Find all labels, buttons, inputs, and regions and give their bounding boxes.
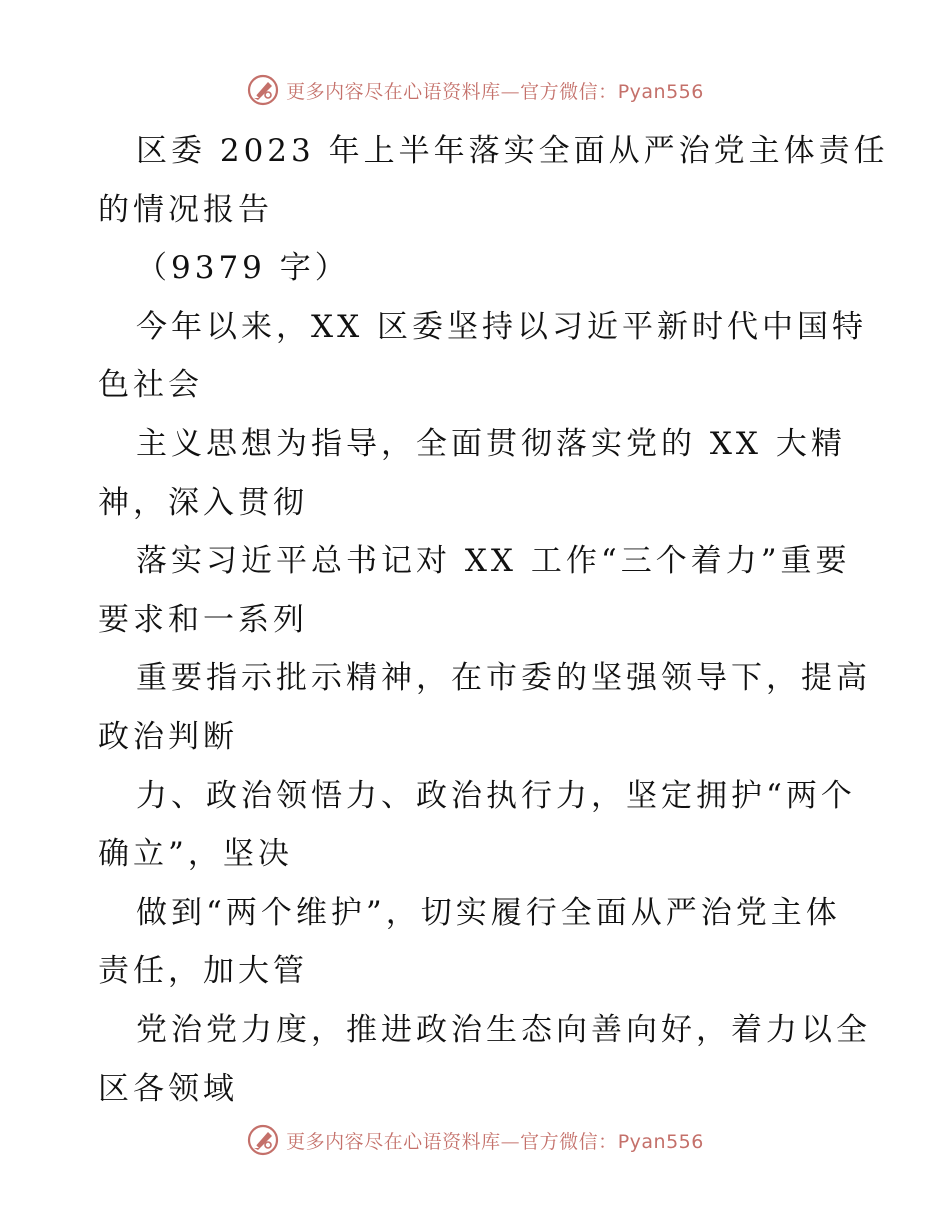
footer-watermark [0, 1120, 950, 1160]
text-line: 区委 2023 年上半年落实全面从严治党主体责任 [136, 133, 889, 169]
watermark-content [246, 73, 704, 107]
watermark-content [246, 1123, 704, 1157]
text-line: 确立”，坚决 [98, 836, 293, 873]
watermark-main-text: 更多内容尽在心语资料库 [286, 1130, 501, 1153]
document-body [98, 122, 889, 1118]
watermark-separator: — [500, 80, 521, 103]
text-line: 今年以来，XX 区委坚持以习近平新时代中国特 [136, 308, 867, 345]
text-line: 力、政治领悟力、政治执行力，坚定拥护“两个 [136, 777, 856, 814]
watermark-main-text: 更多内容尽在心语资料库 [286, 80, 501, 103]
text-line: 要求和一系列 [98, 601, 308, 638]
watermark-separator: — [500, 1130, 521, 1153]
text-line: 的情况报告 [98, 191, 273, 228]
text-line: 落实习近平总书记对 XX 工作“三个着力”重要 [136, 543, 851, 580]
watermark-text [286, 77, 704, 104]
text-line: 做到“两个维护”，切实履行全面从严治党主体 [136, 894, 841, 931]
watermark-official-label: 官方微信： [520, 1130, 618, 1153]
text-line: 区各领域 [98, 1070, 238, 1107]
watermark-wechat-id: Pyan556 [617, 80, 704, 103]
pen-logo-icon [246, 1123, 280, 1157]
header-watermark [0, 70, 950, 110]
text-line: 重要指示批示精神，在市委的坚强领导下，提高 [136, 660, 871, 697]
text-line: 党治党力度，推进政治生态向善向好，着力以全 [136, 1011, 871, 1048]
text-line: 神，深入贯彻 [98, 484, 308, 521]
text-line: （9379 字） [136, 250, 350, 287]
text-line: 色社会 [98, 367, 203, 404]
text-line: 责任，加大管 [98, 953, 308, 990]
text-line: 主义思想为指导，全面贯彻落实党的 XX 大精 [136, 425, 846, 462]
pen-logo-icon [246, 73, 280, 107]
watermark-wechat-id: Pyan556 [617, 1130, 704, 1153]
text-line: 政治判断 [98, 718, 238, 755]
watermark-official-label: 官方微信： [520, 80, 618, 103]
watermark-text [286, 1127, 704, 1154]
